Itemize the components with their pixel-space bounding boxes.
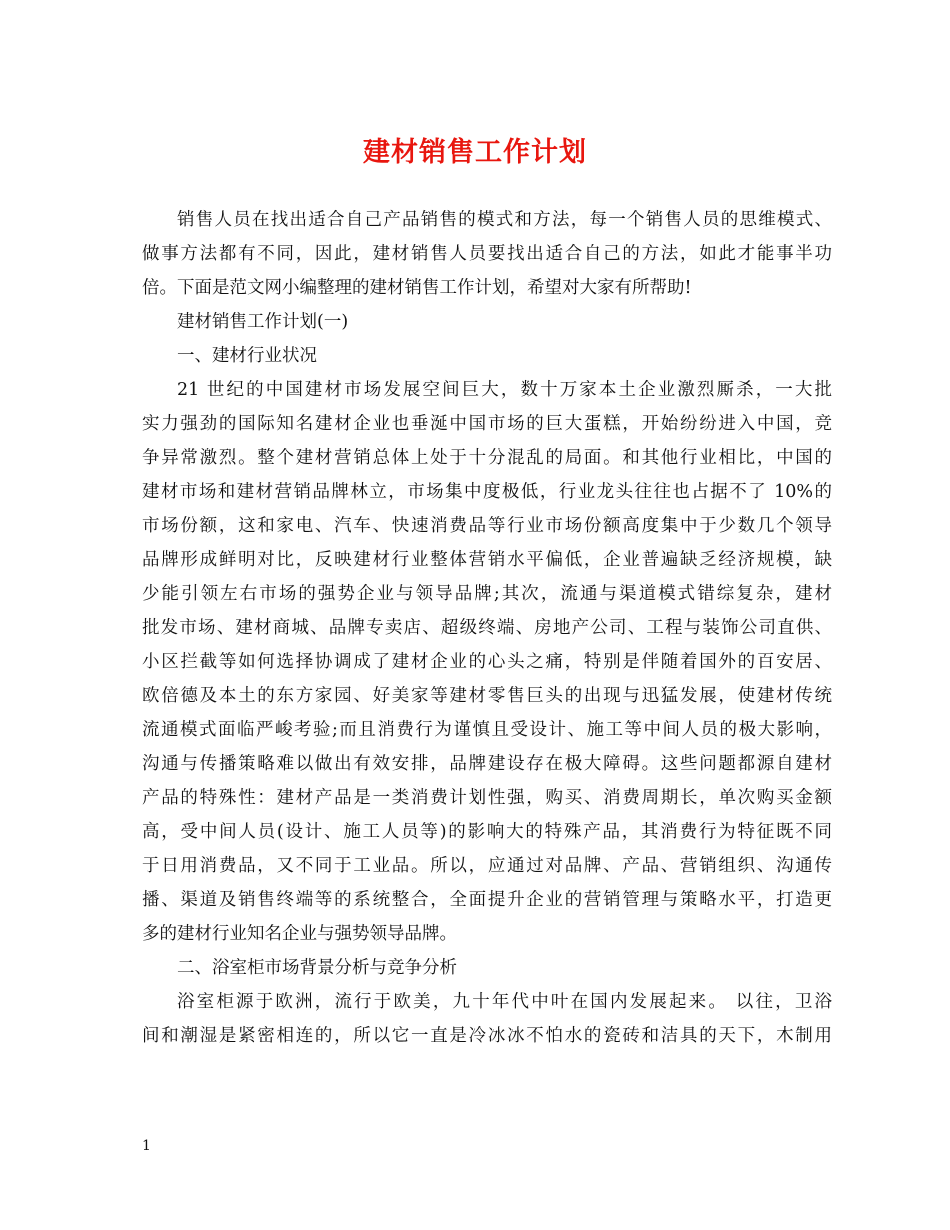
paragraph-line: 销售人员在找出适合自己产品销售的模式和方法，每一个销售人员的思维模式、: [177, 210, 832, 230]
paragraph-line: 产品的特殊性：建材产品是一类消费计划性强，购买、消费周期长，单次购买金额: [142, 788, 832, 808]
paragraph-line: 实力强劲的国际知名建材企业也垂涎中国市场的巨大蛋糕，开始纷纷进入中国，竞: [142, 414, 832, 434]
paragraph-line: 间和潮湿是紧密相连的，所以它一直是冷冰冰不怕水的瓷砖和洁具的天下，木制用: [142, 1026, 832, 1046]
paragraph-line: 浴室柜源于欧洲，流行于欧美，九十年代中叶在国内发展起来。 以往，卫浴: [177, 992, 832, 1012]
paragraph-line: 批发市场、建材商城、品牌专卖店、超级终端、房地产公司、工程与装饰公司直供、: [142, 618, 832, 638]
paragraph-line: 流通模式面临严峻考验;而且消费行为谨慎且受设计、施工等中间人员的极大影响，: [142, 720, 832, 740]
paragraph-line: 沟通与传播策略难以做出有效安排，品牌建设存在极大障碍。这些问题都源自建材: [142, 754, 832, 774]
paragraph-line: 争异常激烈。整个建材营销总体上处于十分混乱的局面。和其他行业相比，中国的: [142, 448, 832, 468]
paragraph-line: 做事方法都有不同，因此，建材销售人员要找出适合自己的方法，如此才能事半功: [142, 244, 832, 264]
paragraph-line: 倍。下面是范文网小编整理的建材销售工作计划，希望对大家有所帮助!: [142, 278, 692, 298]
paragraph-line: 多的建材行业知名企业与强势领导品牌。: [142, 924, 457, 944]
paragraph-line: 欧倍德及本土的东方家园、好美家等建材零售巨头的出现与迅猛发展，使建材传统: [142, 686, 832, 706]
section-heading: 建材销售工作计划(一): [177, 312, 349, 332]
paragraph-line: 建材市场和建材营销品牌林立，市场集中度极低，行业龙头往往也占据不了 10%的: [142, 482, 832, 502]
paragraph-line: 市场份额，这和家电、汽车、快速消费品等行业市场份额高度集中于少数几个领导: [142, 516, 832, 536]
page-number: 1: [142, 1138, 151, 1154]
paragraph-line: 21 世纪的中国建材市场发展空间巨大，数十万家本土企业激烈厮杀，一大批: [177, 380, 832, 400]
section-heading: 二、浴室柜市场背景分析与竞争分析: [177, 958, 457, 978]
paragraph-line: 高，受中间人员(设计、施工人员等)的影响大的特殊产品，其消费行为特征既不同: [142, 822, 832, 842]
document-title: 建材销售工作计划: [363, 137, 587, 168]
paragraph-line: 播、渠道及销售终端等的系统整合，全面提升企业的营销管理与策略水平，打造更: [142, 890, 832, 910]
paragraph-line: 小区拦截等如何选择协调成了建材企业的心头之痛，特别是伴随着国外的百安居、: [142, 652, 832, 672]
paragraph-line: 少能引领左右市场的强势企业与领导品牌;其次，流通与渠道模式错综复杂，建材: [142, 584, 832, 604]
paragraph-line: 于日用消费品，又不同于工业品。所以，应通过对品牌、产品、营销组织、沟通传: [142, 856, 832, 876]
paragraph-line: 品牌形成鲜明对比，反映建材行业整体营销水平偏低，企业普遍缺乏经济规模，缺: [142, 550, 832, 570]
section-heading: 一、建材行业状况: [177, 346, 317, 366]
